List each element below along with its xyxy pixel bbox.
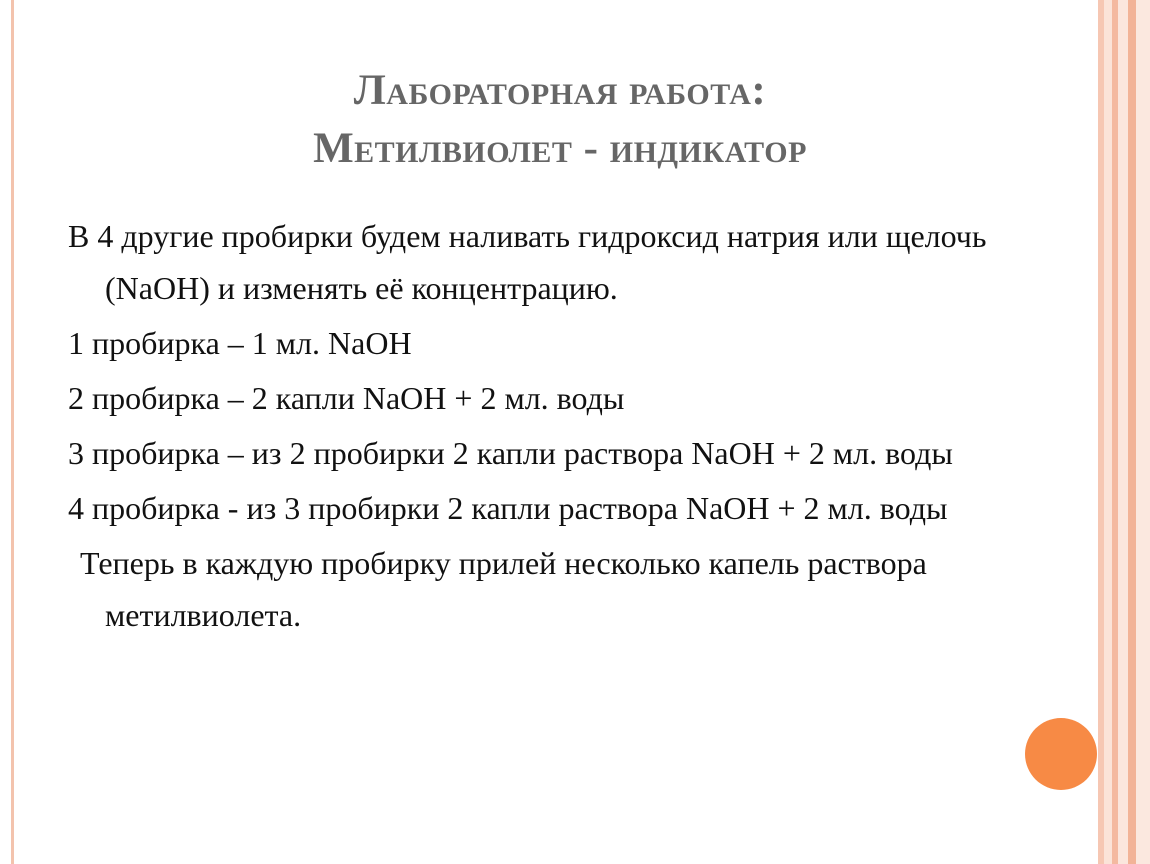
- body-paragraph: 2 пробирка – 2 капли NaOH + 2 мл. воды: [68, 380, 625, 416]
- right-decor-stripe: [1104, 0, 1112, 864]
- right-decor-stripe: [1128, 0, 1136, 864]
- body-paragraph: 1 пробирка – 1 мл. NaOH: [68, 325, 412, 361]
- right-decor-stripe: [1118, 0, 1128, 864]
- slide-body: [68, 210, 1008, 644]
- body-paragraph: 4 пробирка - из 3 пробирки 2 капли раствора NaOH + 2 мл. воды: [68, 490, 948, 526]
- title-line-2: Метилвиолет - индикатор: [313, 125, 807, 172]
- body-paragraph: Теперь в каждую пробирку прилей несколько капель раствора метилвиолета.: [80, 545, 927, 633]
- left-border-line: [11, 0, 14, 864]
- slide-title: [120, 62, 1000, 178]
- right-decor-stripe: [1136, 0, 1150, 864]
- body-paragraph: 3 пробирка – из 2 пробирки 2 капли раствора NaOH + 2 мл. воды: [68, 435, 953, 471]
- title-line-1: Лабораторная работа:: [353, 67, 767, 114]
- body-paragraph: В 4 другие пробирки будем наливать гидроксид натрия или щелочь (NaOH) и изменять её концентрацию.: [68, 218, 987, 306]
- orange-accent-circle: [1025, 718, 1097, 790]
